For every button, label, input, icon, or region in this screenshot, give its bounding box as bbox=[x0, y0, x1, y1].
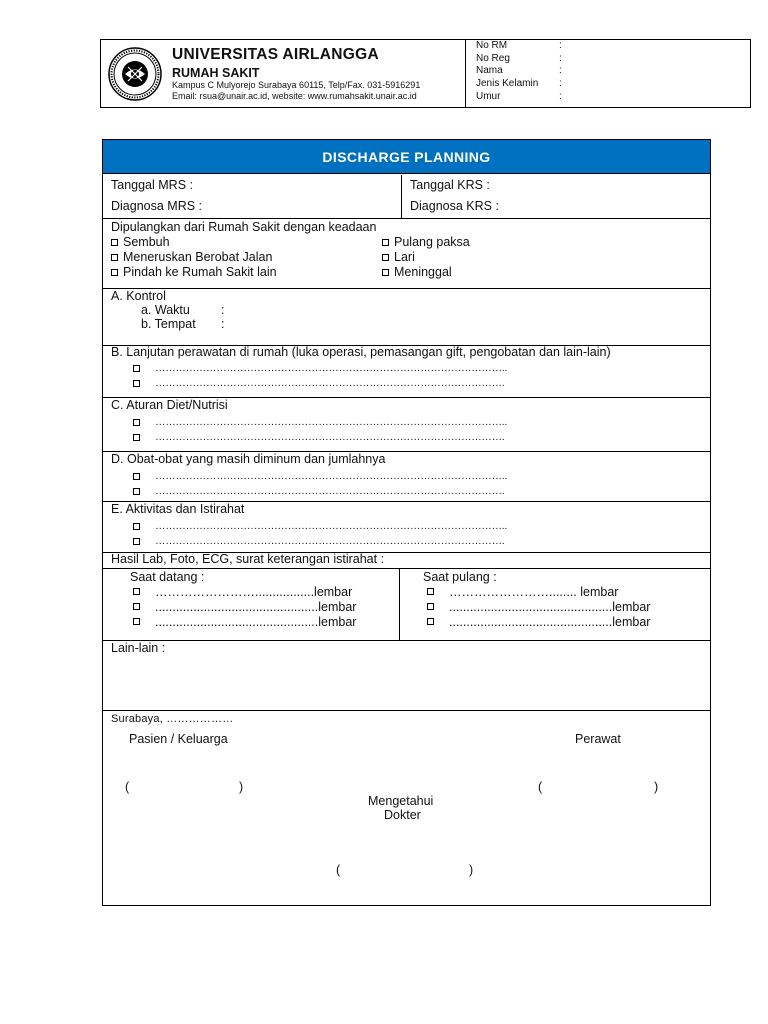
divider bbox=[103, 710, 710, 711]
hospital-name: RUMAH SAKIT bbox=[172, 66, 260, 80]
perawat-signature-close: ) bbox=[654, 780, 659, 794]
section-c-checkbox[interactable] bbox=[133, 419, 140, 426]
contact-line: Email: rsua@unair.ac.id, website: www.rumahsakit.unair.ac.id bbox=[172, 91, 417, 101]
section-e-checkbox[interactable] bbox=[133, 538, 140, 545]
lari-label: Lari bbox=[394, 250, 415, 264]
patient-id-box bbox=[465, 40, 751, 107]
mengetahui-label: Mengetahui bbox=[368, 794, 434, 808]
discharge-planning-form bbox=[102, 139, 711, 906]
dokter-signature-open: ( bbox=[336, 863, 341, 877]
section-b-checkbox[interactable] bbox=[133, 365, 140, 372]
no-rm-field[interactable]: : bbox=[559, 40, 562, 51]
pasien-signature-open: ( bbox=[125, 780, 130, 794]
berobat-jalan-checkbox[interactable] bbox=[111, 254, 118, 261]
sembuh-label: Sembuh bbox=[123, 235, 170, 249]
divider bbox=[103, 640, 710, 641]
section-d-line[interactable]: ………………………………………………………………………………………….. bbox=[155, 470, 508, 482]
tanggal-krs-field[interactable]: Tanggal KRS : bbox=[410, 178, 490, 192]
pindah-rs-label: Pindah ke Rumah Sakit lain bbox=[123, 265, 277, 279]
pulang-checkbox[interactable] bbox=[427, 603, 434, 610]
university-seal-icon bbox=[108, 47, 162, 101]
section-c-checkbox[interactable] bbox=[133, 434, 140, 441]
section-c-line[interactable]: ………………………………………………………………………………………….. bbox=[155, 416, 508, 428]
address-line: Kampus C Mulyorejo Surabaya 60115, Telp/Fax. 031-5916291 bbox=[172, 80, 421, 90]
pulang-lembar-line[interactable]: ...............................................lembar bbox=[449, 615, 651, 629]
form-title: DISCHARGE PLANNING bbox=[103, 140, 710, 174]
datang-lembar-line[interactable]: …………………….................lembar bbox=[155, 585, 353, 599]
pulang-checkbox[interactable] bbox=[427, 618, 434, 625]
no-rm-label: No RM bbox=[476, 40, 508, 51]
section-d-checkbox[interactable] bbox=[133, 473, 140, 480]
pasien-signature-close: ) bbox=[239, 780, 244, 794]
diagnosa-mrs-field[interactable]: Diagnosa MRS : bbox=[111, 199, 203, 213]
hasil-lab-heading: Hasil Lab, Foto, ECG, surat keterangan istirahat : bbox=[111, 552, 385, 566]
tanggal-mrs-field[interactable]: Tanggal MRS : bbox=[111, 178, 193, 192]
pulang-paksa-checkbox[interactable] bbox=[382, 239, 389, 246]
section-e-checkbox[interactable] bbox=[133, 523, 140, 530]
pindah-rs-checkbox[interactable] bbox=[111, 269, 118, 276]
saat-pulang-label: Saat pulang : bbox=[423, 570, 497, 584]
no-reg-label: No Reg bbox=[476, 52, 510, 64]
datang-lembar-line[interactable]: ...............................................lembar bbox=[155, 600, 357, 614]
section-c-line[interactable]: …………………………………………………………………………………………. bbox=[155, 431, 505, 443]
section-e-line[interactable]: ………………………………………………………………………………………….. bbox=[155, 520, 508, 532]
nama-field[interactable]: : bbox=[559, 65, 562, 76]
divider bbox=[103, 288, 710, 289]
waktu-label: a. Waktu bbox=[141, 303, 190, 317]
tempat-field[interactable]: : bbox=[221, 317, 225, 331]
tempat-label: b. Tempat bbox=[141, 317, 196, 331]
kontrol-heading: A. Kontrol bbox=[111, 289, 166, 303]
hospital-address bbox=[172, 80, 420, 102]
dokter-label: Dokter bbox=[384, 808, 421, 822]
section-e-heading: E. Aktivitas dan Istirahat bbox=[111, 502, 245, 516]
nama-label: Nama bbox=[476, 65, 503, 76]
umur-field[interactable]: : bbox=[559, 91, 562, 102]
sembuh-checkbox[interactable] bbox=[111, 239, 118, 246]
datang-checkbox[interactable] bbox=[133, 618, 140, 625]
saat-datang-label: Saat datang : bbox=[130, 570, 205, 584]
diagnosa-krs-field[interactable]: Diagnosa KRS : bbox=[410, 199, 499, 213]
pulang-lembar-line[interactable]: ……………………........ lembar bbox=[449, 585, 619, 599]
place-date-field[interactable]: Surabaya, ……………… bbox=[111, 713, 234, 725]
umur-label: Umur bbox=[476, 91, 501, 102]
jenis-kelamin-field[interactable]: : bbox=[559, 78, 562, 89]
section-d-line[interactable]: …………………………………………………………………………………………. bbox=[155, 485, 505, 497]
pulang-checkbox[interactable] bbox=[427, 588, 434, 595]
pulang-paksa-label: Pulang paksa bbox=[394, 235, 470, 249]
section-e-line[interactable]: …………………………………………………………………………………………. bbox=[155, 535, 505, 547]
pulang-lembar-line[interactable]: ...............................................lembar bbox=[449, 600, 651, 614]
perawat-label: Perawat bbox=[575, 732, 621, 746]
section-c-heading: C. Aturan Diet/Nutrisi bbox=[111, 398, 228, 412]
condition-heading: Dipulangkan dari Rumah Sakit dengan keadaan bbox=[111, 220, 377, 234]
section-b-line[interactable]: …………………………………………………………………………………………. bbox=[155, 377, 505, 389]
pasien-keluarga-label: Pasien / Keluarga bbox=[129, 732, 228, 746]
section-b-checkbox[interactable] bbox=[133, 380, 140, 387]
divider bbox=[399, 568, 400, 640]
berobat-jalan-label: Meneruskan Berobat Jalan bbox=[123, 250, 273, 264]
lain-lain-field[interactable]: Lain-lain : bbox=[111, 641, 166, 655]
meninggal-checkbox[interactable] bbox=[382, 269, 389, 276]
datang-checkbox[interactable] bbox=[133, 603, 140, 610]
datang-checkbox[interactable] bbox=[133, 588, 140, 595]
meninggal-label: Meninggal bbox=[394, 265, 452, 279]
section-b-line[interactable]: ………………………………………………………………………………………….. bbox=[155, 362, 508, 374]
waktu-field[interactable]: : bbox=[221, 303, 225, 317]
datang-lembar-line[interactable]: ...............................................lembar bbox=[155, 615, 357, 629]
dokter-signature-close: ) bbox=[469, 863, 474, 877]
section-b-heading: B. Lanjutan perawatan di rumah (luka operasi, pemasangan gift, pengobatan dan lain-lain) bbox=[111, 345, 611, 359]
lari-checkbox[interactable] bbox=[382, 254, 389, 261]
divider bbox=[401, 175, 402, 218]
jenis-kelamin-label: Jenis Kelamin bbox=[476, 78, 539, 89]
hospital-header bbox=[100, 39, 751, 108]
hospital-identity bbox=[101, 40, 465, 107]
divider bbox=[103, 568, 710, 569]
section-d-heading: D. Obat-obat yang masih diminum dan jumlahnya bbox=[111, 452, 386, 466]
university-name: UNIVERSITAS AIRLANGGA bbox=[172, 46, 379, 63]
divider bbox=[103, 218, 710, 219]
no-reg-field[interactable]: : bbox=[559, 52, 562, 64]
perawat-signature-open: ( bbox=[538, 780, 543, 794]
section-d-checkbox[interactable] bbox=[133, 488, 140, 495]
